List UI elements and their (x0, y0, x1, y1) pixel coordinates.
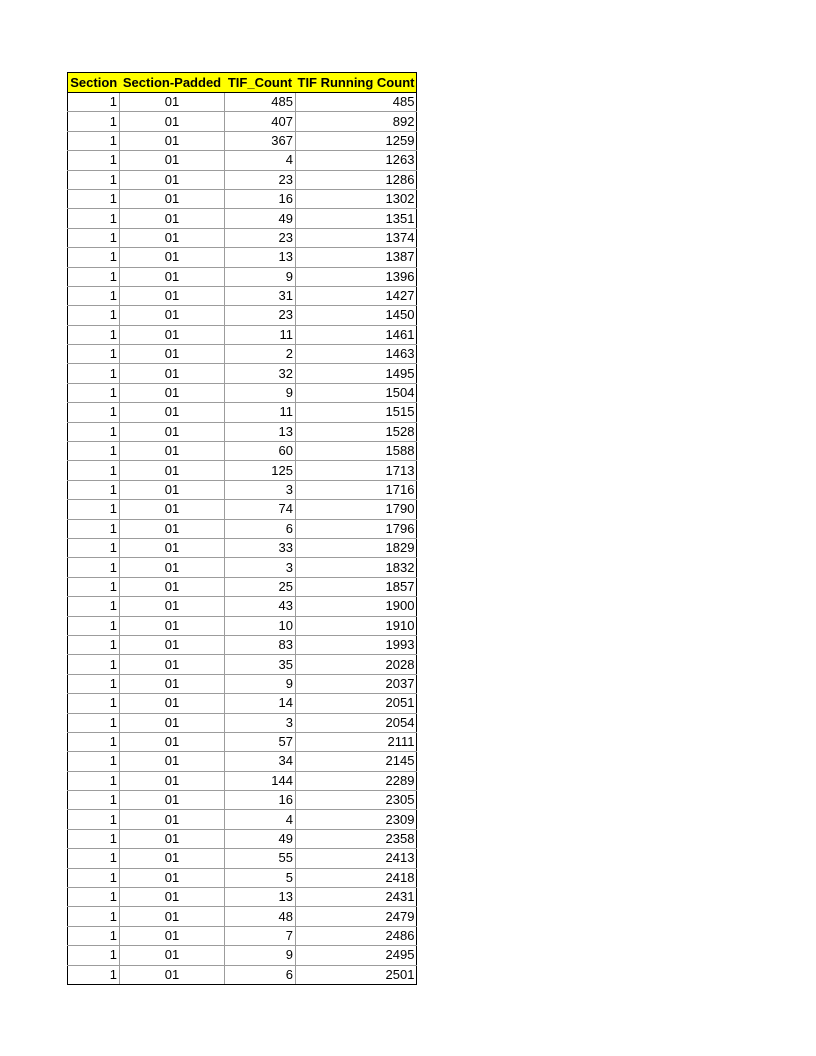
table-row (68, 267, 417, 286)
cell-section-padded[interactable]: 01 (120, 286, 225, 305)
cell-tif-running-count[interactable]: 1504 (296, 383, 417, 402)
cell-tif-count[interactable]: 125 (225, 461, 296, 480)
cell-section-padded[interactable]: 01 (120, 635, 225, 654)
cell-tif-count[interactable]: 485 (225, 93, 296, 112)
cell-tif-count[interactable]: 3 (225, 480, 296, 499)
cell-section[interactable]: 1 (68, 888, 120, 907)
table-row (68, 131, 417, 150)
cell-section[interactable]: 1 (68, 500, 120, 519)
cell-section-padded[interactable]: 01 (120, 655, 225, 674)
cell-tif-running-count[interactable]: 1713 (296, 461, 417, 480)
cell-tif-running-count[interactable]: 2028 (296, 655, 417, 674)
cell-section-padded[interactable]: 01 (120, 306, 225, 325)
cell-tif-running-count[interactable]: 2145 (296, 752, 417, 771)
cell-section[interactable]: 1 (68, 538, 120, 557)
table-row (68, 286, 417, 305)
header-section-padded[interactable]: Section-Padded (120, 73, 225, 93)
table-row (68, 422, 417, 441)
cell-tif-count[interactable]: 6 (225, 519, 296, 538)
cell-section[interactable]: 1 (68, 597, 120, 616)
table-row (68, 538, 417, 557)
cell-section[interactable]: 1 (68, 616, 120, 635)
cell-section-padded[interactable]: 01 (120, 926, 225, 945)
cell-tif-running-count[interactable]: 1374 (296, 228, 417, 247)
cell-tif-running-count[interactable]: 1528 (296, 422, 417, 441)
cell-section[interactable]: 1 (68, 325, 120, 344)
cell-tif-running-count[interactable]: 2413 (296, 849, 417, 868)
cell-tif-count[interactable]: 43 (225, 597, 296, 616)
cell-section[interactable]: 1 (68, 286, 120, 305)
cell-tif-running-count[interactable]: 1427 (296, 286, 417, 305)
cell-section-padded[interactable]: 01 (120, 810, 225, 829)
cell-section-padded[interactable]: 01 (120, 480, 225, 499)
cell-tif-count[interactable]: 60 (225, 442, 296, 461)
cell-section[interactable]: 1 (68, 946, 120, 965)
cell-tif-running-count[interactable]: 1900 (296, 597, 417, 616)
cell-section-padded[interactable]: 01 (120, 519, 225, 538)
cell-tif-running-count[interactable]: 1461 (296, 325, 417, 344)
cell-tif-running-count[interactable]: 2358 (296, 829, 417, 848)
cell-tif-running-count[interactable]: 1302 (296, 189, 417, 208)
cell-tif-count[interactable]: 407 (225, 112, 296, 131)
cell-tif-count[interactable]: 9 (225, 946, 296, 965)
cell-section-padded[interactable]: 01 (120, 170, 225, 189)
header-tif-count[interactable]: TIF_Count (225, 73, 296, 93)
cell-section-padded[interactable]: 01 (120, 267, 225, 286)
cell-tif-count[interactable]: 9 (225, 674, 296, 693)
cell-section[interactable]: 1 (68, 713, 120, 732)
cell-tif-count[interactable]: 144 (225, 771, 296, 790)
cell-tif-count[interactable]: 16 (225, 791, 296, 810)
cell-section-padded[interactable]: 01 (120, 345, 225, 364)
cell-tif-running-count[interactable]: 2289 (296, 771, 417, 790)
table-row (68, 849, 417, 868)
cell-section[interactable]: 1 (68, 345, 120, 364)
cell-section-padded[interactable]: 01 (120, 93, 225, 112)
cell-section[interactable]: 1 (68, 364, 120, 383)
cell-tif-count[interactable]: 83 (225, 635, 296, 654)
cell-section-padded[interactable]: 01 (120, 829, 225, 848)
cell-tif-running-count[interactable]: 1263 (296, 151, 417, 170)
table-row (68, 732, 417, 751)
cell-tif-count[interactable]: 57 (225, 732, 296, 751)
cell-section[interactable]: 1 (68, 752, 120, 771)
table-row (68, 519, 417, 538)
cell-section[interactable]: 1 (68, 694, 120, 713)
cell-tif-running-count[interactable]: 1993 (296, 635, 417, 654)
cell-section[interactable]: 1 (68, 732, 120, 751)
cell-tif-count[interactable]: 13 (225, 888, 296, 907)
cell-section-padded[interactable]: 01 (120, 907, 225, 926)
table-header (68, 73, 417, 93)
table-row (68, 228, 417, 247)
cell-section[interactable]: 1 (68, 791, 120, 810)
cell-tif-count[interactable]: 3 (225, 558, 296, 577)
cell-section-padded[interactable]: 01 (120, 112, 225, 131)
cell-section[interactable]: 1 (68, 383, 120, 402)
table-row (68, 345, 417, 364)
cell-section[interactable]: 1 (68, 558, 120, 577)
cell-tif-running-count[interactable]: 2501 (296, 965, 417, 984)
cell-section[interactable]: 1 (68, 519, 120, 538)
cell-section-padded[interactable]: 01 (120, 209, 225, 228)
cell-section[interactable]: 1 (68, 422, 120, 441)
table-row (68, 713, 417, 732)
cell-section[interactable]: 1 (68, 849, 120, 868)
cell-tif-count[interactable]: 4 (225, 151, 296, 170)
cell-tif-count[interactable]: 3 (225, 713, 296, 732)
cell-tif-count[interactable]: 9 (225, 383, 296, 402)
cell-tif-count[interactable]: 16 (225, 189, 296, 208)
cell-tif-count[interactable]: 32 (225, 364, 296, 383)
cell-tif-running-count[interactable]: 1286 (296, 170, 417, 189)
cell-tif-count[interactable]: 13 (225, 422, 296, 441)
cell-tif-running-count[interactable]: 1351 (296, 209, 417, 228)
cell-section-padded[interactable]: 01 (120, 364, 225, 383)
table-row (68, 907, 417, 926)
cell-section[interactable]: 1 (68, 442, 120, 461)
cell-tif-running-count[interactable]: 1515 (296, 403, 417, 422)
table-row (68, 248, 417, 267)
table-row (68, 558, 417, 577)
cell-section[interactable]: 1 (68, 907, 120, 926)
cell-section[interactable]: 1 (68, 170, 120, 189)
cell-section[interactable]: 1 (68, 151, 120, 170)
table-row (68, 403, 417, 422)
table-row (68, 829, 417, 848)
table-row (68, 791, 417, 810)
cell-tif-count[interactable]: 13 (225, 248, 296, 267)
cell-section[interactable]: 1 (68, 480, 120, 499)
cell-section[interactable]: 1 (68, 93, 120, 112)
cell-section[interactable]: 1 (68, 674, 120, 693)
cell-section-padded[interactable]: 01 (120, 888, 225, 907)
cell-section-padded[interactable]: 01 (120, 500, 225, 519)
cell-tif-count[interactable]: 31 (225, 286, 296, 305)
table-row (68, 306, 417, 325)
table-row (68, 151, 417, 170)
cell-section[interactable]: 1 (68, 829, 120, 848)
cell-tif-count[interactable]: 9 (225, 267, 296, 286)
cell-tif-running-count[interactable]: 1790 (296, 500, 417, 519)
table-row (68, 597, 417, 616)
cell-tif-running-count[interactable]: 2305 (296, 791, 417, 810)
header-section[interactable]: Section (68, 73, 120, 93)
cell-section-padded[interactable]: 01 (120, 442, 225, 461)
cell-section[interactable]: 1 (68, 209, 120, 228)
cell-tif-running-count[interactable]: 2111 (296, 732, 417, 751)
cell-tif-running-count[interactable]: 1387 (296, 248, 417, 267)
cell-section-padded[interactable]: 01 (120, 752, 225, 771)
cell-tif-running-count[interactable]: 2037 (296, 674, 417, 693)
cell-section-padded[interactable]: 01 (120, 422, 225, 441)
cell-section[interactable]: 1 (68, 635, 120, 654)
cell-tif-count[interactable]: 23 (225, 170, 296, 189)
cell-section-padded[interactable]: 01 (120, 538, 225, 557)
cell-tif-count[interactable]: 6 (225, 965, 296, 984)
table-row (68, 888, 417, 907)
cell-tif-count[interactable]: 5 (225, 868, 296, 887)
cell-section-padded[interactable]: 01 (120, 597, 225, 616)
cell-tif-count[interactable]: 367 (225, 131, 296, 150)
cell-section[interactable]: 1 (68, 189, 120, 208)
cell-tif-running-count[interactable]: 1495 (296, 364, 417, 383)
cell-tif-running-count[interactable]: 1259 (296, 131, 417, 150)
table-row (68, 170, 417, 189)
cell-section-padded[interactable]: 01 (120, 946, 225, 965)
cell-section-padded[interactable]: 01 (120, 616, 225, 635)
cell-section-padded[interactable]: 01 (120, 403, 225, 422)
table-row (68, 480, 417, 499)
cell-tif-running-count[interactable]: 2054 (296, 713, 417, 732)
cell-tif-running-count[interactable]: 1450 (296, 306, 417, 325)
table-row (68, 112, 417, 131)
cell-tif-count[interactable]: 48 (225, 907, 296, 926)
table-row (68, 674, 417, 693)
cell-tif-running-count[interactable]: 892 (296, 112, 417, 131)
cell-tif-running-count[interactable]: 2479 (296, 907, 417, 926)
cell-tif-running-count[interactable]: 1796 (296, 519, 417, 538)
cell-section[interactable]: 1 (68, 868, 120, 887)
cell-section[interactable]: 1 (68, 403, 120, 422)
cell-section[interactable]: 1 (68, 655, 120, 674)
cell-tif-running-count[interactable]: 2495 (296, 946, 417, 965)
cell-section-padded[interactable]: 01 (120, 965, 225, 984)
cell-section[interactable]: 1 (68, 771, 120, 790)
cell-tif-running-count[interactable]: 2051 (296, 694, 417, 713)
cell-section[interactable]: 1 (68, 461, 120, 480)
cell-section[interactable]: 1 (68, 965, 120, 984)
table-row (68, 93, 417, 112)
cell-tif-count[interactable]: 55 (225, 849, 296, 868)
cell-tif-count[interactable]: 33 (225, 538, 296, 557)
cell-tif-running-count[interactable]: 485 (296, 93, 417, 112)
cell-tif-count[interactable]: 25 (225, 577, 296, 596)
cell-section[interactable]: 1 (68, 926, 120, 945)
cell-tif-count[interactable]: 23 (225, 306, 296, 325)
table-row (68, 461, 417, 480)
table-row (68, 577, 417, 596)
cell-tif-running-count[interactable]: 1910 (296, 616, 417, 635)
table-row (68, 209, 417, 228)
cell-tif-count[interactable]: 11 (225, 403, 296, 422)
cell-section-padded[interactable]: 01 (120, 189, 225, 208)
table-body (68, 93, 417, 985)
table-row (68, 442, 417, 461)
cell-tif-count[interactable]: 49 (225, 209, 296, 228)
cell-tif-count[interactable]: 7 (225, 926, 296, 945)
cell-tif-count[interactable]: 4 (225, 810, 296, 829)
cell-tif-running-count[interactable]: 2486 (296, 926, 417, 945)
cell-section-padded[interactable]: 01 (120, 732, 225, 751)
cell-tif-running-count[interactable]: 1588 (296, 442, 417, 461)
tif-count-table (67, 72, 417, 985)
cell-tif-count[interactable]: 23 (225, 228, 296, 247)
table-row (68, 946, 417, 965)
cell-section-padded[interactable]: 01 (120, 228, 225, 247)
table-row (68, 364, 417, 383)
table-row (68, 694, 417, 713)
table-row (68, 500, 417, 519)
cell-tif-running-count[interactable]: 1396 (296, 267, 417, 286)
cell-tif-count[interactable]: 74 (225, 500, 296, 519)
cell-tif-count[interactable]: 10 (225, 616, 296, 635)
cell-section-padded[interactable]: 01 (120, 868, 225, 887)
table-row (68, 325, 417, 344)
cell-tif-running-count[interactable]: 2309 (296, 810, 417, 829)
cell-section[interactable]: 1 (68, 228, 120, 247)
cell-tif-count[interactable]: 14 (225, 694, 296, 713)
cell-tif-running-count[interactable]: 1716 (296, 480, 417, 499)
cell-section-padded[interactable]: 01 (120, 325, 225, 344)
cell-tif-count[interactable]: 35 (225, 655, 296, 674)
header-tif-running-count[interactable]: TIF Running Count (296, 73, 417, 93)
cell-tif-running-count[interactable]: 1857 (296, 577, 417, 596)
cell-section[interactable]: 1 (68, 248, 120, 267)
cell-tif-running-count[interactable]: 1832 (296, 558, 417, 577)
table-row (68, 810, 417, 829)
cell-section-padded[interactable]: 01 (120, 674, 225, 693)
cell-section-padded[interactable]: 01 (120, 849, 225, 868)
cell-section-padded[interactable]: 01 (120, 577, 225, 596)
cell-section-padded[interactable]: 01 (120, 131, 225, 150)
table-row (68, 868, 417, 887)
cell-section[interactable]: 1 (68, 577, 120, 596)
table-row (68, 965, 417, 984)
cell-section-padded[interactable]: 01 (120, 383, 225, 402)
table-row (68, 635, 417, 654)
cell-section-padded[interactable]: 01 (120, 713, 225, 732)
cell-section-padded[interactable]: 01 (120, 151, 225, 170)
table-row (68, 616, 417, 635)
cell-section[interactable]: 1 (68, 306, 120, 325)
table-row (68, 383, 417, 402)
cell-tif-count[interactable]: 2 (225, 345, 296, 364)
table-row (68, 926, 417, 945)
cell-section-padded[interactable]: 01 (120, 694, 225, 713)
cell-tif-running-count[interactable]: 2418 (296, 868, 417, 887)
cell-section[interactable]: 1 (68, 810, 120, 829)
cell-tif-count[interactable]: 34 (225, 752, 296, 771)
table-row (68, 655, 417, 674)
cell-section-padded[interactable]: 01 (120, 461, 225, 480)
cell-tif-count[interactable]: 49 (225, 829, 296, 848)
cell-tif-count[interactable]: 11 (225, 325, 296, 344)
cell-tif-running-count[interactable]: 1463 (296, 345, 417, 364)
cell-section[interactable]: 1 (68, 112, 120, 131)
cell-section-padded[interactable]: 01 (120, 771, 225, 790)
header-row (68, 73, 417, 93)
cell-section-padded[interactable]: 01 (120, 248, 225, 267)
table-row (68, 752, 417, 771)
cell-section[interactable]: 1 (68, 131, 120, 150)
table-row (68, 771, 417, 790)
cell-section-padded[interactable]: 01 (120, 558, 225, 577)
cell-section-padded[interactable]: 01 (120, 791, 225, 810)
cell-tif-running-count[interactable]: 2431 (296, 888, 417, 907)
cell-tif-running-count[interactable]: 1829 (296, 538, 417, 557)
cell-section[interactable]: 1 (68, 267, 120, 286)
table-row (68, 189, 417, 208)
